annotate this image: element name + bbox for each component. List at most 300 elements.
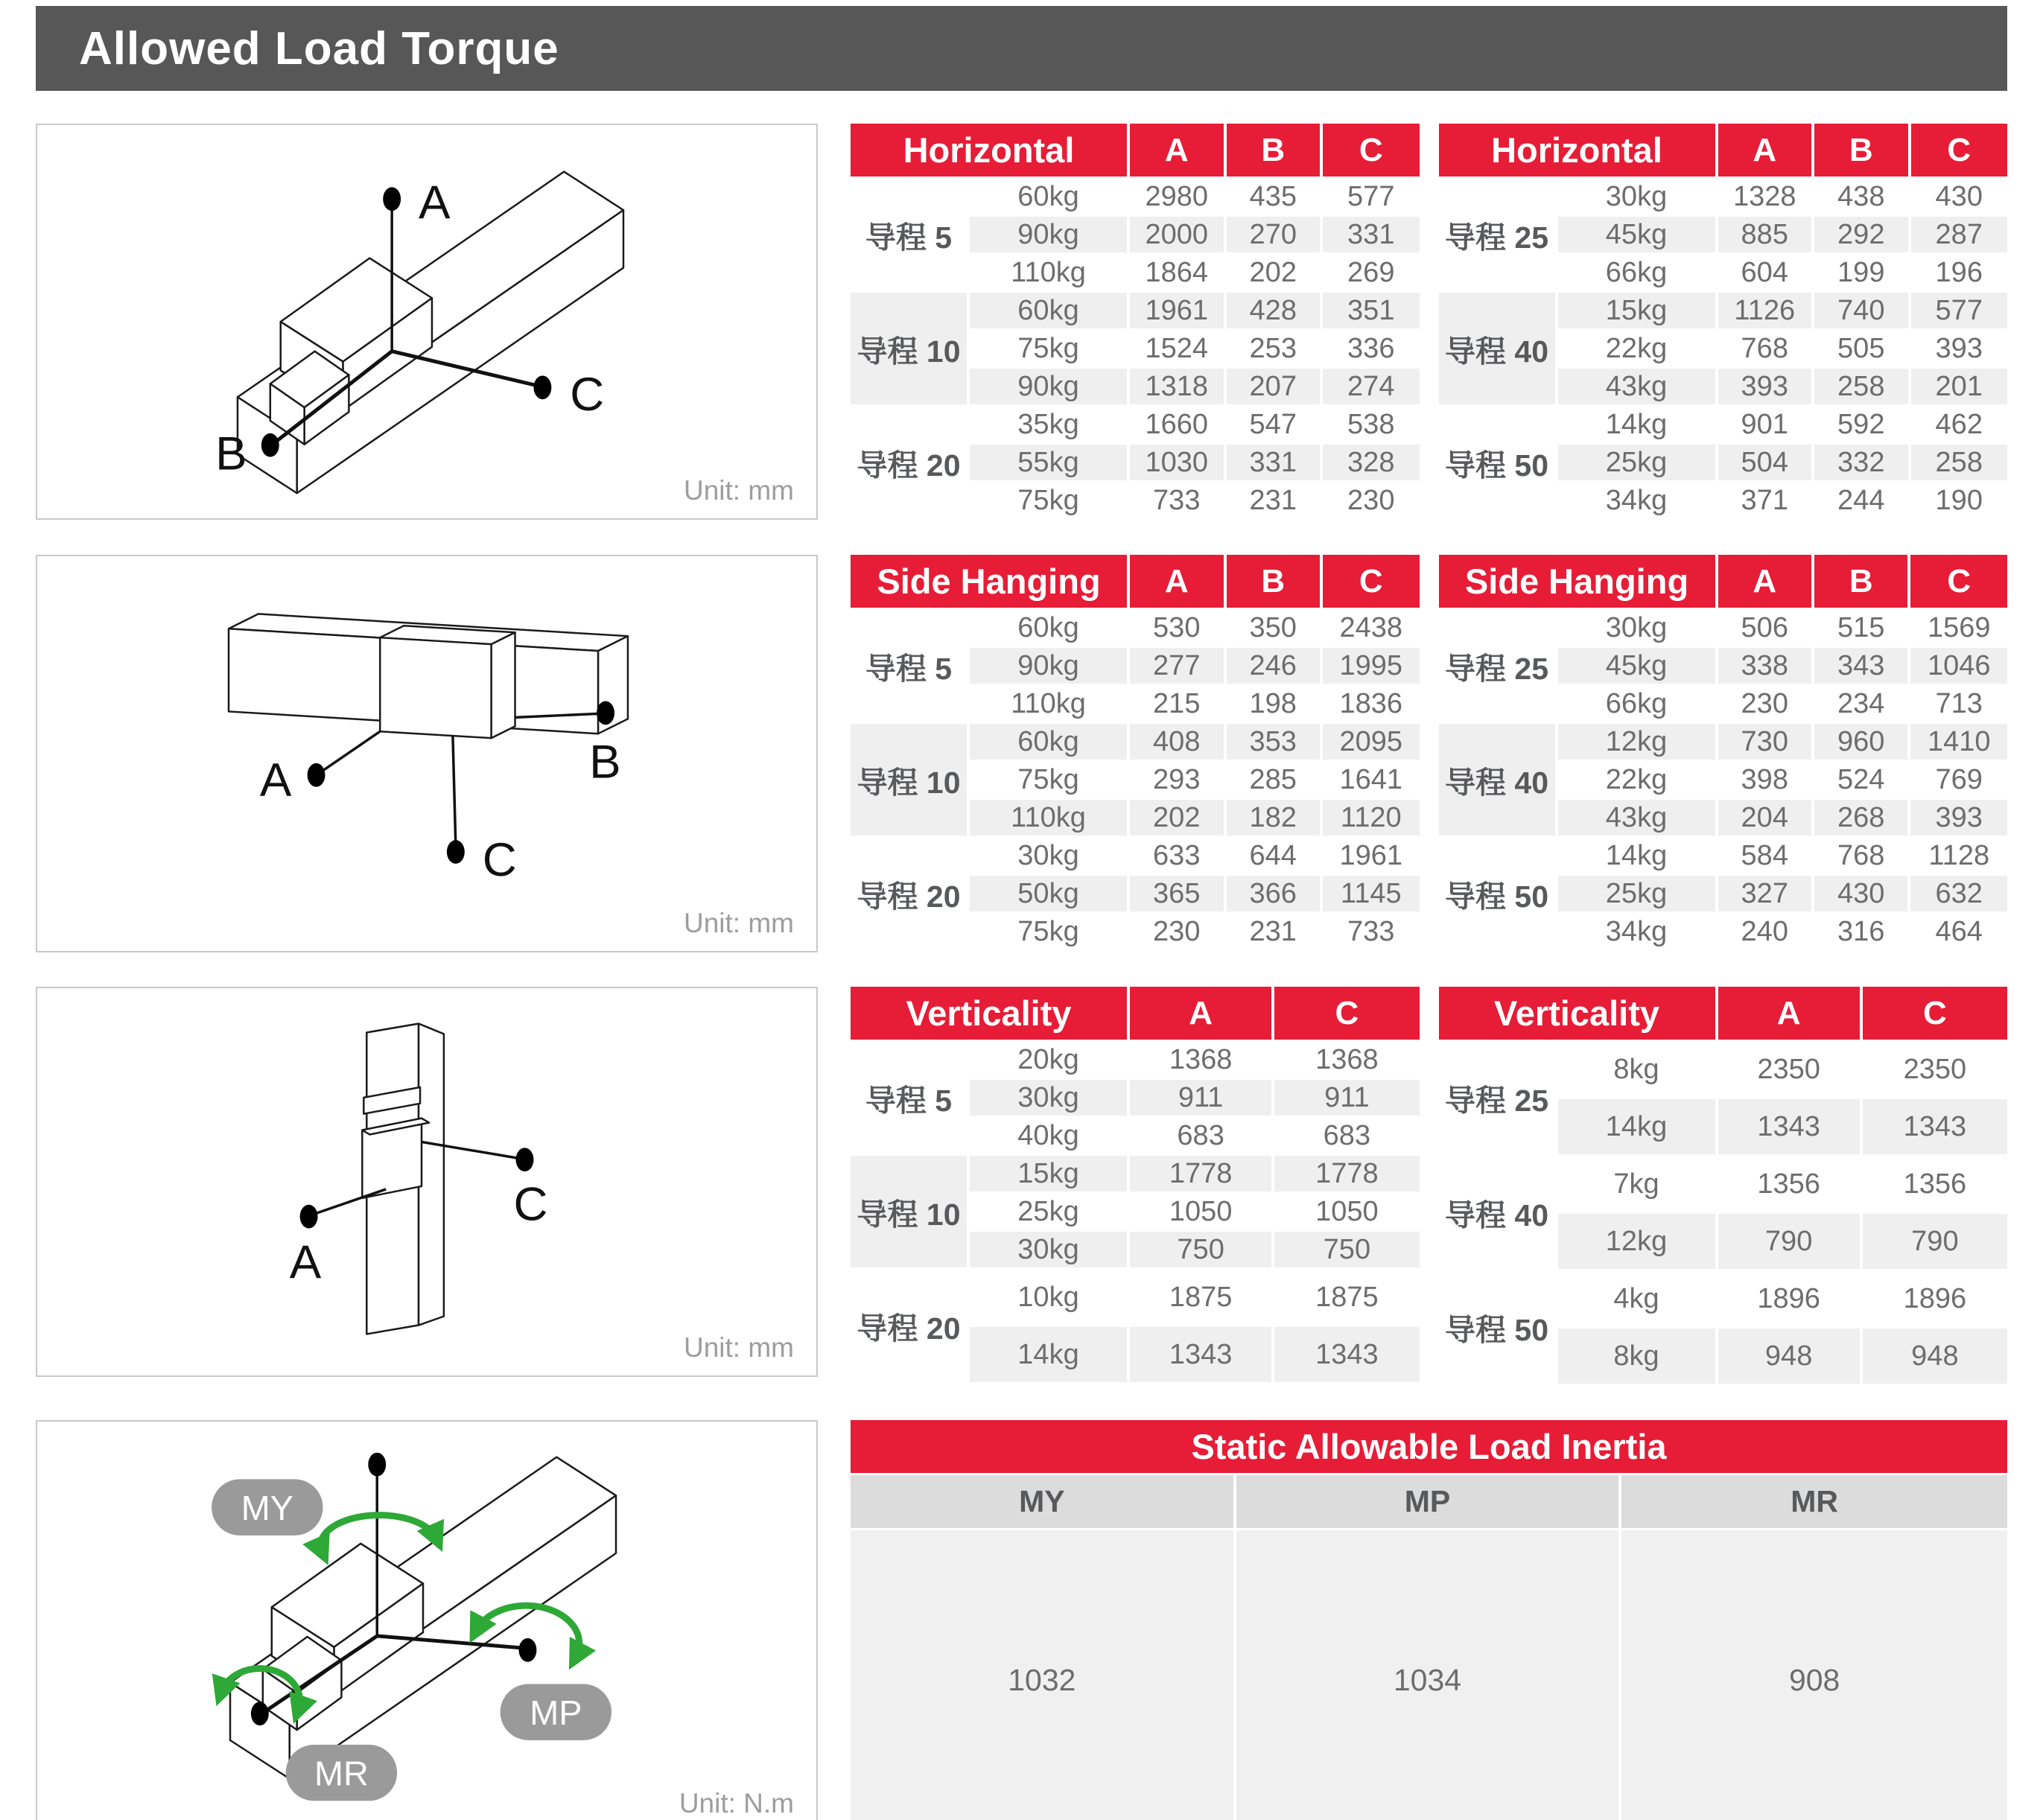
table-title: Horizontal [1439, 124, 1718, 179]
load-cell: 8kg [1558, 1042, 1718, 1099]
value-cell: 196 [1911, 255, 2008, 293]
value-cell: 268 [1814, 800, 1910, 838]
horizontal-right-table [1439, 124, 2008, 521]
table-title: Verticality [851, 987, 1130, 1042]
value-cell: 327 [1718, 876, 1814, 914]
unit-label: Unit: N.m [679, 1788, 794, 1819]
value-cell: 240 [1718, 914, 1814, 952]
axis-b-label: B [215, 427, 247, 480]
my-pill-label: MY [241, 1489, 293, 1528]
table-row [1439, 1271, 2008, 1329]
side-hanging-right-table [1439, 555, 2008, 952]
value-cell: 285 [1227, 762, 1323, 800]
lead-group-label: 导程 40 [1439, 1156, 1558, 1271]
verticality-isometric-drawing [37, 988, 816, 1375]
column-header-a: A [1718, 987, 1863, 1042]
value-cell: 750 [1274, 1232, 1419, 1270]
inertia-value-my: 1032 [851, 1530, 1236, 1820]
inertia-col-mp: MP [1236, 1475, 1622, 1530]
value-cell: 230 [1718, 686, 1814, 724]
lead-group-label: 导程 25 [1439, 610, 1558, 724]
value-cell: 1145 [1323, 876, 1420, 914]
value-cell: 269 [1323, 255, 1420, 293]
value-cell: 1343 [1863, 1099, 2007, 1156]
axis-c-line [453, 735, 456, 846]
axis-a-dot [383, 187, 401, 211]
table-title: Verticality [1439, 987, 1718, 1042]
value-cell: 524 [1814, 762, 1910, 800]
table-row [851, 407, 1420, 445]
load-cell: 30kg [970, 1232, 1130, 1270]
value-cell: 1050 [1274, 1194, 1419, 1232]
load-cell: 25kg [970, 1194, 1130, 1232]
page-title: Allowed Load Torque [79, 22, 559, 74]
value-cell: 1961 [1323, 838, 1420, 876]
column-header-c: C [1323, 555, 1420, 610]
column-header-a: A [1130, 555, 1226, 610]
side-hanging-isometric-drawing [37, 556, 816, 951]
value-cell: 683 [1130, 1118, 1274, 1156]
load-cell: 110kg [970, 800, 1130, 838]
value-cell: 538 [1323, 407, 1420, 445]
table-row [1439, 724, 2008, 762]
mr-pill-label: MR [314, 1754, 369, 1793]
verticality-right-table [1439, 987, 2008, 1386]
load-cell: 75kg [970, 331, 1130, 369]
value-cell: 1778 [1130, 1156, 1274, 1194]
value-cell: 244 [1814, 483, 1911, 521]
load-cell: 12kg [1558, 1214, 1718, 1271]
value-cell: 365 [1130, 876, 1226, 914]
column-header-c: C [1863, 987, 2007, 1042]
value-cell: 1896 [1863, 1271, 2007, 1329]
horizontal-right [1439, 124, 2008, 521]
table-row [1439, 179, 2008, 217]
value-cell: 353 [1227, 724, 1323, 762]
mp-pill [501, 1684, 611, 1740]
value-cell: 231 [1227, 914, 1323, 952]
value-cell: 911 [1274, 1080, 1419, 1118]
table-row [851, 1156, 1420, 1194]
value-cell: 713 [1910, 686, 2007, 724]
side-hanging-right [1439, 555, 2008, 952]
value-cell: 1328 [1718, 179, 1815, 217]
value-cell: 190 [1911, 483, 2008, 521]
diagram-moments [36, 1420, 818, 1820]
value-cell: 632 [1910, 876, 2007, 914]
load-cell: 10kg [970, 1270, 1130, 1327]
value-cell: 733 [1130, 483, 1227, 521]
static-inertia-table [851, 1420, 2007, 1820]
lead-group-label: 导程 50 [1439, 407, 1558, 521]
value-cell: 393 [1910, 800, 2007, 838]
column-header-c: C [1911, 124, 2008, 179]
value-cell: 182 [1227, 800, 1323, 838]
title-bar [36, 6, 2007, 91]
value-cell: 1961 [1130, 293, 1227, 331]
value-cell: 506 [1718, 610, 1814, 648]
unit-label: Unit: mm [684, 1332, 794, 1363]
table-row [1439, 1042, 2008, 1099]
load-cell: 90kg [970, 217, 1130, 255]
column-header-a: A [1718, 555, 1814, 610]
axis-c-label: C [570, 368, 605, 421]
diagram-verticality [36, 987, 818, 1377]
lead-group-label: 导程 10 [851, 724, 970, 838]
horizontal-tables [851, 124, 2007, 521]
value-cell: 338 [1718, 648, 1814, 686]
moments-isometric-drawing [37, 1422, 816, 1820]
table-row [851, 1270, 1420, 1327]
load-cell: 14kg [1558, 407, 1718, 445]
load-cell: 8kg [1558, 1329, 1718, 1386]
column-header-b: B [1227, 555, 1323, 610]
table-title: Side Hanging [851, 555, 1130, 610]
load-cell: 30kg [1558, 179, 1718, 217]
value-cell: 350 [1227, 610, 1323, 648]
value-cell: 1343 [1718, 1099, 1863, 1156]
table-row [1439, 407, 2008, 445]
lead-group-label: 导程 40 [1439, 724, 1558, 838]
value-cell: 2000 [1130, 217, 1227, 255]
value-cell: 201 [1911, 369, 2008, 407]
lead-group-label: 导程 50 [1439, 1271, 1558, 1386]
value-cell: 1875 [1274, 1270, 1419, 1327]
value-cell: 316 [1814, 914, 1910, 952]
value-cell: 1128 [1910, 838, 2007, 876]
value-cell: 253 [1227, 331, 1324, 369]
axis-a-label: A [419, 176, 451, 229]
value-cell: 504 [1718, 445, 1815, 483]
load-cell: 30kg [1558, 610, 1718, 648]
value-cell: 343 [1814, 648, 1910, 686]
value-cell: 2095 [1323, 724, 1420, 762]
value-cell: 287 [1911, 217, 2008, 255]
table-row [851, 838, 1420, 876]
value-cell: 730 [1718, 724, 1814, 762]
table-row [1439, 1156, 2008, 1214]
value-cell: 1030 [1130, 445, 1227, 483]
value-cell: 258 [1911, 445, 2008, 483]
value-cell: 740 [1814, 293, 1911, 331]
value-cell: 1778 [1274, 1156, 1419, 1194]
lead-group-label: 导程 10 [851, 1156, 970, 1270]
column-header-b: B [1814, 124, 1911, 179]
axis-a-label: A [259, 753, 292, 806]
load-cell: 43kg [1558, 369, 1718, 407]
value-cell: 2350 [1863, 1042, 2007, 1099]
load-cell: 25kg [1558, 445, 1718, 483]
load-cell: 40kg [970, 1118, 1130, 1156]
lead-group-label: 导程 5 [851, 610, 970, 724]
lead-group-label: 导程 20 [851, 407, 970, 521]
axis-b-dot [261, 433, 279, 457]
axis-c-dot [516, 1148, 534, 1171]
my-pill [212, 1479, 323, 1535]
inertia-value-mr: 908 [1621, 1530, 2007, 1820]
load-cell: 55kg [970, 445, 1130, 483]
load-cell: 25kg [1558, 876, 1718, 914]
axis-c-dot [533, 375, 551, 399]
value-cell: 428 [1227, 293, 1324, 331]
value-cell: 230 [1323, 483, 1420, 521]
value-cell: 277 [1130, 648, 1226, 686]
value-cell: 1896 [1718, 1271, 1863, 1329]
value-cell: 234 [1814, 686, 1910, 724]
load-cell: 30kg [970, 1080, 1130, 1118]
section-side-hanging [36, 555, 2007, 952]
value-cell: 1995 [1323, 648, 1420, 686]
load-cell: 45kg [1558, 648, 1718, 686]
lead-group-label: 导程 50 [1439, 838, 1558, 952]
value-cell: 960 [1814, 724, 1910, 762]
axis-a-dot [308, 763, 325, 787]
load-cell: 43kg [1558, 800, 1718, 838]
column-header-b: B [1227, 124, 1324, 179]
inertia-title: Static Allowable Load Inertia [851, 1420, 2007, 1475]
load-cell: 30kg [970, 838, 1130, 876]
unit-label: Unit: mm [684, 908, 794, 938]
load-cell: 45kg [1558, 217, 1718, 255]
load-cell: 75kg [970, 762, 1130, 800]
table-row [851, 179, 1420, 217]
value-cell: 258 [1814, 369, 1911, 407]
load-cell: 60kg [970, 610, 1130, 648]
axis-a-dot [300, 1205, 318, 1229]
value-cell: 270 [1227, 217, 1324, 255]
value-cell: 1660 [1130, 407, 1227, 445]
load-cell: 15kg [1558, 293, 1718, 331]
section-inertia [36, 1420, 2007, 1820]
value-cell: 1368 [1130, 1042, 1274, 1080]
value-cell: 1318 [1130, 369, 1227, 407]
load-cell: 66kg [1558, 686, 1718, 724]
value-cell: 408 [1130, 724, 1226, 762]
value-cell: 274 [1323, 369, 1420, 407]
load-cell: 50kg [970, 876, 1130, 914]
inertia-value-mp: 1034 [1236, 1530, 1622, 1820]
value-cell: 750 [1130, 1232, 1274, 1270]
value-cell: 230 [1130, 914, 1226, 952]
value-cell: 1356 [1863, 1156, 2007, 1214]
axis-a-line [321, 731, 381, 772]
value-cell: 885 [1718, 217, 1815, 255]
load-cell: 66kg [1558, 255, 1718, 293]
load-cell: 90kg [970, 369, 1130, 407]
value-cell: 768 [1814, 838, 1910, 876]
side-hanging-left [851, 555, 1420, 952]
table-title: Horizontal [851, 124, 1130, 179]
load-cell: 60kg [970, 293, 1130, 331]
value-cell: 683 [1274, 1118, 1419, 1156]
value-cell: 435 [1227, 179, 1324, 217]
value-cell: 246 [1227, 648, 1323, 686]
value-cell: 1050 [1130, 1194, 1274, 1232]
inertia-col-my: MY [851, 1475, 1236, 1530]
lead-group-label: 导程 40 [1439, 293, 1558, 407]
value-cell: 204 [1718, 800, 1814, 838]
value-cell: 331 [1227, 445, 1324, 483]
side-hanging-tables [851, 555, 2007, 952]
value-cell: 2350 [1718, 1042, 1863, 1099]
value-cell: 462 [1911, 407, 2008, 445]
value-cell: 790 [1863, 1214, 2007, 1271]
axis-c-label: C [513, 1177, 548, 1231]
table-title: Side Hanging [1439, 555, 1718, 610]
verticality-tables [851, 987, 2007, 1386]
value-cell: 1126 [1718, 293, 1815, 331]
axis-c-dot [447, 840, 465, 864]
value-cell: 584 [1718, 838, 1814, 876]
axis-a-label: A [289, 1235, 322, 1288]
datasheet-page [36, 6, 2007, 1820]
value-cell: 1368 [1274, 1042, 1419, 1080]
value-cell: 547 [1227, 407, 1324, 445]
column-header-c: C [1910, 555, 2007, 610]
table-row [1439, 838, 2008, 876]
value-cell: 604 [1718, 255, 1815, 293]
table-row [1439, 610, 2008, 648]
value-cell: 530 [1130, 610, 1226, 648]
yaw-dot [368, 1453, 386, 1477]
slider-front-face [380, 637, 491, 738]
value-cell: 464 [1910, 914, 2007, 952]
value-cell: 371 [1718, 483, 1815, 521]
load-cell: 14kg [970, 1327, 1130, 1384]
lead-group-label: 导程 25 [1439, 179, 1558, 293]
value-cell: 198 [1227, 686, 1323, 724]
value-cell: 948 [1718, 1329, 1863, 1386]
load-cell: 14kg [1558, 838, 1718, 876]
lead-group-label: 导程 5 [851, 1042, 970, 1156]
value-cell: 768 [1718, 331, 1815, 369]
value-cell: 901 [1718, 407, 1815, 445]
value-cell: 633 [1130, 838, 1226, 876]
value-cell: 1120 [1323, 800, 1420, 838]
side-hanging-left-table [851, 555, 1420, 952]
load-cell: 20kg [970, 1042, 1130, 1080]
column-header-c: C [1274, 987, 1419, 1042]
load-cell: 34kg [1558, 483, 1718, 521]
value-cell: 1864 [1130, 255, 1227, 293]
load-cell: 60kg [970, 179, 1130, 217]
axis-c-label: C [482, 833, 517, 886]
verticality-left [851, 987, 1420, 1384]
roll-dot [251, 1702, 269, 1725]
load-cell: 110kg [970, 686, 1130, 724]
value-cell: 577 [1323, 179, 1420, 217]
table-row [851, 1042, 1420, 1080]
axis-b-dot [597, 701, 614, 725]
value-cell: 215 [1130, 686, 1226, 724]
value-cell: 393 [1718, 369, 1815, 407]
value-cell: 911 [1130, 1080, 1274, 1118]
value-cell: 2980 [1130, 179, 1227, 217]
value-cell: 1641 [1323, 762, 1420, 800]
value-cell: 202 [1130, 800, 1226, 838]
load-cell: 14kg [1558, 1099, 1718, 1156]
load-cell: 4kg [1558, 1271, 1718, 1329]
value-cell: 202 [1227, 255, 1324, 293]
slider-right-face [492, 632, 515, 738]
value-cell: 1524 [1130, 331, 1227, 369]
load-cell: 34kg [1558, 914, 1718, 952]
load-cell: 75kg [970, 483, 1130, 521]
table-row [1439, 293, 2008, 331]
column-header-b: B [1814, 555, 1910, 610]
inertia-table-host [851, 1420, 2007, 1820]
value-cell: 231 [1227, 483, 1324, 521]
load-cell: 7kg [1558, 1156, 1718, 1214]
my-rotation-arrow [321, 1515, 436, 1552]
value-cell: 336 [1323, 331, 1420, 369]
lead-group-label: 导程 25 [1439, 1042, 1558, 1156]
column-header-c: C [1323, 124, 1420, 179]
column-header-a: A [1130, 987, 1274, 1042]
value-cell: 769 [1910, 762, 2007, 800]
load-cell: 75kg [970, 914, 1130, 952]
value-cell: 1875 [1130, 1270, 1274, 1327]
diagram-horizontal [36, 124, 818, 520]
value-cell: 199 [1814, 255, 1911, 293]
section-horizontal [36, 124, 2007, 521]
mr-pill [286, 1745, 397, 1801]
value-cell: 1343 [1274, 1327, 1419, 1384]
lead-group-label: 导程 20 [851, 838, 970, 952]
value-cell: 505 [1814, 331, 1911, 369]
value-cell: 733 [1323, 914, 1420, 952]
value-cell: 393 [1911, 331, 2008, 369]
value-cell: 1410 [1910, 724, 2007, 762]
inertia-table-wrap [851, 1420, 2007, 1820]
horizontal-left-table [851, 124, 1420, 521]
load-cell: 110kg [970, 255, 1130, 293]
value-cell: 1343 [1130, 1327, 1274, 1384]
horizontal-isometric-drawing [37, 125, 816, 518]
value-cell: 366 [1227, 876, 1323, 914]
value-cell: 328 [1323, 445, 1420, 483]
value-cell: 948 [1863, 1329, 2007, 1386]
load-cell: 90kg [970, 648, 1130, 686]
value-cell: 293 [1130, 762, 1226, 800]
section-verticality [36, 987, 2007, 1386]
value-cell: 438 [1814, 179, 1911, 217]
value-cell: 331 [1323, 217, 1420, 255]
horizontal-left [851, 124, 1420, 521]
value-cell: 644 [1227, 838, 1323, 876]
verticality-right [1439, 987, 2008, 1386]
value-cell: 592 [1814, 407, 1911, 445]
value-cell: 515 [1814, 610, 1910, 648]
load-cell: 22kg [1558, 331, 1718, 369]
value-cell: 1836 [1323, 686, 1420, 724]
diagram-side-hanging [36, 555, 818, 952]
inertia-col-mr: MR [1621, 1475, 2007, 1530]
mp-pill-label: MP [530, 1693, 582, 1733]
lead-group-label: 导程 10 [851, 293, 970, 407]
lead-group-label: 导程 5 [851, 179, 970, 293]
value-cell: 430 [1911, 179, 2008, 217]
verticality-left-table [851, 987, 1420, 1384]
load-cell: 12kg [1558, 724, 1718, 762]
value-cell: 207 [1227, 369, 1324, 407]
value-cell: 351 [1323, 293, 1420, 331]
value-cell: 1046 [1910, 648, 2007, 686]
value-cell: 1356 [1718, 1156, 1863, 1214]
value-cell: 430 [1814, 876, 1910, 914]
pitch-dot [519, 1638, 537, 1662]
column-header-a: A [1130, 124, 1227, 179]
